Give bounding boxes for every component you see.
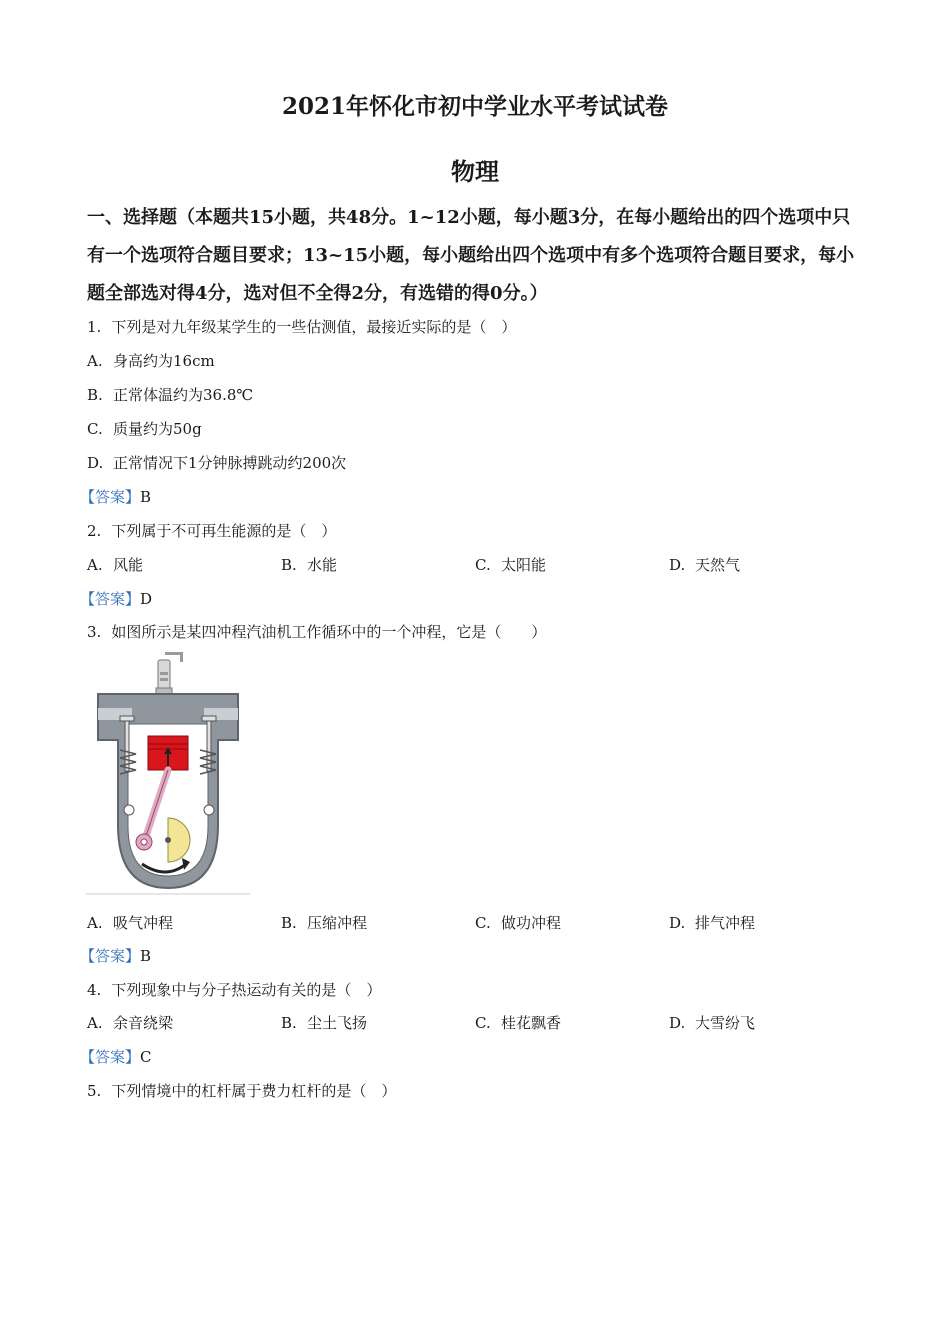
exhaust-cam: [204, 805, 214, 815]
option-label: D.: [87, 454, 104, 472]
q1-option-a: [87, 351, 215, 371]
question-stem: 下列情境中的杠杆属于费力杠杆的是（ ）: [111, 1082, 397, 1100]
q1-answer: [80, 487, 151, 507]
intake-cam: [124, 805, 134, 815]
option-label: C.: [475, 1014, 491, 1032]
q4-option-d: [669, 1013, 755, 1033]
option-text: 做功冲程: [501, 914, 562, 932]
option-label: B.: [87, 386, 103, 404]
option-text: 水能: [307, 556, 338, 574]
option-label: D.: [669, 1014, 686, 1032]
question-2: [87, 521, 336, 541]
option-label: C.: [475, 556, 491, 574]
exhaust-valve: [202, 716, 216, 721]
option-text: 正常体温约为36.8℃: [113, 386, 254, 404]
question-3: [87, 622, 546, 642]
answer-value: C: [140, 1048, 152, 1066]
answer-value: B: [140, 947, 152, 965]
q4-answer: [80, 1047, 152, 1067]
question-number: 3.: [87, 623, 102, 641]
engine-diagram: [86, 650, 250, 896]
question-1: [87, 317, 516, 337]
question-5: [87, 1081, 396, 1101]
section-instructions: 一、选择题（本题共15小题，共48分。1~12小题，每小题3分，在每小题给出的四个选项中只有一个选项符合题目要求；13~15小题，每小题给出四个选项中有多个选项符合题目要求，每小题全部选对得4分，选对但不全得2分，有选错的得0分。）: [87, 207, 855, 304]
q1-option-c: [87, 419, 202, 439]
option-text: 大雪纷飞: [695, 1014, 756, 1032]
option-text: 压缩冲程: [307, 914, 368, 932]
option-label: A.: [87, 1014, 103, 1032]
q4-option-b: [281, 1013, 367, 1033]
answer-label: 【答案】: [80, 1048, 141, 1066]
q1-option-d: [87, 453, 346, 473]
question-number: 2.: [87, 522, 102, 540]
option-text: 桂花飘香: [501, 1014, 562, 1032]
option-text: 风能: [113, 556, 144, 574]
question-number: 4.: [87, 981, 102, 999]
q2-answer: [80, 589, 152, 609]
question-stem: 下列属于不可再生能源的是（ ）: [111, 522, 337, 540]
q2-option-c: [475, 555, 546, 575]
option-label: A.: [87, 352, 103, 370]
option-label: C.: [475, 914, 491, 932]
option-label: D.: [669, 914, 686, 932]
answer-label: 【答案】: [80, 488, 141, 506]
answer-label: 【答案】: [80, 590, 141, 608]
q3-option-b: [281, 913, 367, 933]
option-text: 正常情况下1分钟脉搏跳动约200次: [113, 454, 347, 472]
option-text: 排气冲程: [695, 914, 756, 932]
option-text: 余音绕梁: [113, 1014, 174, 1032]
crankshaft-center: [165, 837, 171, 843]
question-4: [87, 980, 381, 1000]
question-stem: 下列是对九年级某学生的一些估测值，最接近实际的是（ ）: [111, 318, 517, 336]
q3-option-a: [87, 913, 173, 933]
q3-answer: [80, 946, 151, 966]
option-label: B.: [281, 556, 297, 574]
q4-option-a: [87, 1013, 173, 1033]
option-text: 太阳能: [501, 556, 547, 574]
q3-option-d: [669, 913, 755, 933]
q2-option-a: [87, 555, 143, 575]
answer-label: 【答案】: [80, 947, 141, 965]
q2-option-d: [669, 555, 740, 575]
question-stem: 下列现象中与分子热运动有关的是（ ）: [111, 981, 382, 999]
q2-option-b: [281, 555, 337, 575]
option-label: B.: [281, 914, 297, 932]
option-label: B.: [281, 1014, 297, 1032]
option-label: A.: [87, 914, 103, 932]
intake-valve: [120, 716, 134, 721]
option-label: D.: [669, 556, 686, 574]
option-text: 吸气冲程: [113, 914, 174, 932]
q1-option-b: [87, 385, 253, 405]
option-label: C.: [87, 420, 103, 438]
option-text: 天然气: [695, 556, 741, 574]
option-label: A.: [87, 556, 103, 574]
q3-option-c: [475, 913, 561, 933]
answer-value: D: [140, 590, 153, 608]
subject-title: 物理: [451, 157, 499, 186]
answer-value: B: [140, 488, 152, 506]
question-number: 1.: [87, 318, 102, 336]
q4-option-c: [475, 1013, 561, 1033]
exam-title: 2021年怀化市初中学业水平考试试卷: [281, 93, 668, 120]
option-text: 尘土飞扬: [307, 1014, 368, 1032]
question-number: 5.: [87, 1082, 102, 1100]
option-text: 质量约为50g: [113, 420, 202, 438]
question-stem: 如图所示是某四冲程汽油机工作循环中的一个冲程，它是（ ）: [111, 623, 547, 641]
option-text: 身高约为16cm: [113, 352, 215, 370]
